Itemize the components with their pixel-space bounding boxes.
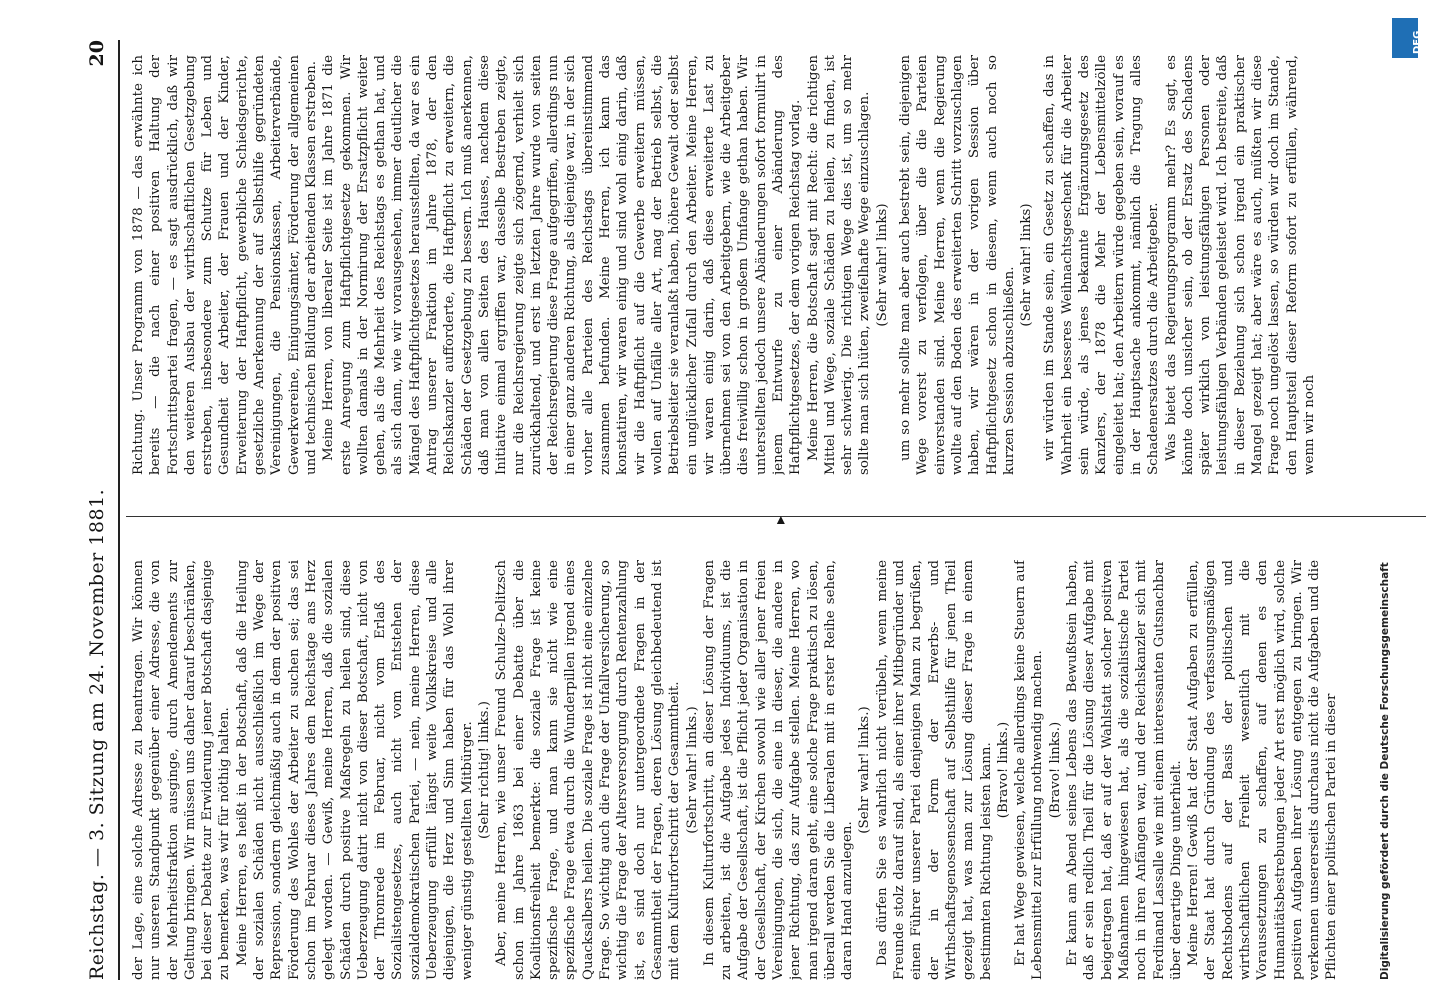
interjection: (Sehr wahr! links): [874, 203, 890, 327]
paragraph: Meine Herren, die Botschaft sagt mit Recht: die richtigen Mittel und Wege, soziale Schäden zu heilen, zu finden, ist sehr schwierig. Die richtigen Wege dies ist, um so mehr sollte man sich hüten, zweifelhafte Wege einzuschlagen.: [805, 55, 873, 475]
interjection: (Sehr wahr! links.): [857, 706, 873, 834]
rotated-page: [82, 40, 1432, 980]
interjection: (Bravo! links.): [995, 721, 1011, 819]
paragraph: Was bietet das Regierungsprogramm mehr? Es sagt, es könnte doch unsicher sein, ob der Ersatz des Schadens später wirklich von leistungsfähigen Personen oder leistungsfähigen Verbänden geleistet wird. Ich bestreite, daß in dieser Beziehung sich schon irgend ein praktischer Mangel gezeigt hat; aber wäre es auch, müßten wir diese Frage noch ungelöst lassen, so würden wir doch im Stande, den Hauptsteil dieser Reform sofort zu erfüllen, während, wenn wir noch: [1163, 55, 1317, 475]
interjection: (Bravo! links.): [1047, 721, 1063, 819]
left-column: [130, 560, 1420, 980]
dfg-logo-text: DFG: [1412, 30, 1423, 54]
paragraph: wir würden im Stande sein, ein Gesetz zu schaffen, das in Wahrheit ein besseres Weihnachtsgeschenk für die Arbeiter sein würde, als jenes bekannte Ergänzungsgesetz des Kanzlers, der 1878 die Mehr der Lebensmittelzölle eingeleitet hat; den Arbeitern würde gegeben sein, worauf es in der Hauptsache ankommt, nämlich die Tragung alles Schadenersatzes durch die Arbeitgeber.: [1042, 55, 1162, 475]
digitization-notice: Digitalisierung gefördert durch die Deutsche Forschungsgemeinschaft: [1379, 562, 1391, 980]
paragraph: Das dürfen Sie es wahrlich nicht verübeln, wenn meine Freunde stolz darauf sind, als einer ihrer Mitbegründer und einen Führer unserer Partei denjenigen Mann zu begrüßen, der in der Form der Erwerbs- und Wirthschaftsgenossenschaft auf Selbsthilfe für jenen Theil gezeigt hat, was man zur Lösung dieser Frage in einem bestimmten Richtung leisten kann.: [874, 560, 994, 980]
header-rule: [118, 40, 120, 980]
paragraph: um so mehr sollte man aber auch bestrebt sein, diejenigen Wege vorerst zu verfolgen, über die die Parteien einverstanden sind. Meine Herren, wenn die Regierung wollte auf den Boden des erweiterten Schritt vorzuschlagen haben, wir wären in der vorigen Session über Haftpflichtgesetz schon in diesem, wenn auch noch so kurzen Session abzuschließen.: [898, 55, 1017, 475]
page-header: [82, 40, 120, 980]
paragraph: In diesem Kulturfortschritt, an dieser Lösung der Fragen zu arbeiten, ist die Aufgabe jedes Individuums, ist die Aufgabe der Gesellschaft, ist die Pflicht jeder Organisation in der Gesellschaft, der Kirchen sowohl wie aller jener freien Vereinigungen, die sich, die eine in dieser, die andere in jener Richtung, das zur Aufgabe stellen. Meine Herren, wo man irgend daran geht, eine solche Frage praktisch zu lösen, überall werden Sie die Liberalen mit in erster Reihe sehen, daran Hand anzulegen.: [701, 560, 856, 980]
paragraph: Meine Herren! Gewiß hat der Staat Aufgaben zu erfüllen, der Staat hat durch Gründung des verfassungsmäßigen Rechtsbodens auf der Basis der politischen und wirthschaftlichen Freiheit wesentlich mit die Voraussetzungen zu schaffen, auf denen es den Humanitätsbestrebungen jeder Art erst möglich wird, solche positiven Aufgaben ihrer Lösung entgegen zu bringen. Wir verkennen unsererseits durchaus nicht die Aufgaben und die Pflichten einer politischen Partei in dieser: [1186, 560, 1340, 980]
paragraph: Er hat Wege gewiesen, welche allerdings keine Steuern auf Lebensmittel zur Erfüllung nothwendig machen.: [1013, 560, 1046, 980]
paragraph: Meine Herren, es heißt in der Botschaft, daß die Heilung der sozialen Schäden nicht ausschließlich im Wege der Repression, sondern gleichmäßig auch in dem der positiven Förderung des Wohles der Arbeiter zu suchen sei; das sei schon im Februar dieses Jahres dem Reichstage ans Herz gelegt worden. — Gewiß, meine Herren, daß die sozialen Schäden durch positive Maßregeln zu heilen sind, diese Ueberzeugung datirt nicht von dieser Botschaft, nicht von der Thronrede im Februar, nicht vom Erlaß des Sozialistengesetzes, auch nicht vom Entstehen der sozialdemokratischen Partei, — nein, meine Herren, diese Ueberzeugung erfüllt längst weite Volkskreise und alle diejenigen, die Herz und Sinn haben für das Wohl ihrer weniger günstig gestellten Mitbürger.: [234, 560, 475, 980]
paragraph: Aber, meine Herren, wie unser Freund Schulze-Delitzsch schon im Jahre 1863 bei einer Debatte über die Koalitionsfreiheit bemerkte: die soziale Frage ist keine spezifische Frage, und man kann sie nicht wie eine spezifische Frage etwa durch die Wunderpillen irgend eines Quacksalbers heilen. Die soziale Frage ist nicht eine einzelne Frage. So wichtig auch die Frage der Unfallversicherung, so wichtig die Frage der Altersversorgung durch Rentenzahlung ist, es sind doch nur untergeordnete Fragen in der Gesammtheit der Fragen, deren Lösung gleichbedeutend ist mit dem Kulturfortschritt der Gesammtheit.: [494, 560, 683, 980]
paragraph: der Lage, eine solche Adresse zu beantragen. Wir können nur unseren Standpunkt gegenüber einer Adresse, die von der Mehrheitsfraktion ausginge, durch Amendements zur Geltung bringen. Wir müssen uns daher darauf beschränken, bei dieser Debatte zur Erwiderung jener Botschaft dasjenige zu bemerken, was wir für nöthig halten.: [131, 560, 233, 980]
page-number: 20: [86, 40, 108, 67]
right-column: [130, 55, 1420, 475]
running-title: Reichstag. — 3. Sitzung am 24. November 1881.: [86, 488, 108, 980]
interjection: (Sehr wahr! links.): [684, 706, 700, 834]
dfg-logo-icon: [1392, 18, 1423, 58]
paragraph: Er kann am Abend seines Lebens das Bewußtsein haben, daß er sein redlich Theil für die Lösung dieser Aufgabe mit beigetragen hat, daß er auf der Wahlstatt solcher positiven Maßnahmen hingewiesen hat, als die sozialistische Partei noch in ihren Anfängen war, und der Reichskanzler sich mit Ferdinand Lassalle wie mit einem interessanten Gutsnachbar über derartige Dinge unterhielt.: [1065, 560, 1184, 980]
paragraph: Meine Herren, von liberaler Seite ist im Jahre 1871 die erste Anregung zum Haftpflichtgesetze gekommen. Wir wollten damals in der Normirung der Ersatzpflicht weiter gehen, als die Mehrheit des Reichstags es gethan hat, und als sich dann, wie wir vorausgesehen, immer deutlicher die Mängel des Haftpflichtgesetzes herausstellten, da war es ein Antrag unserer Fraktion im Jahre 1878, der den Reichskanzler aufforderte, die Haftpflicht zu erweitern, die Schäden der Gesetzgebung zu bessern. Ich muß anerkennen, daß man von allen Seiten des Hauses, nachdem diese Initiative einmal ergriffen war, dasselbe Bestreben zeigte, nur die Reichsregierung zeigte sich zögernd, verhielt sich zurückhaltend, und erst im letzten Jahre wurde von seiten der Reichsregierung diese Frage aufgegriffen, allerdings nun in einer ganz anderen Richtung, als diejenige war, in der sich vorher alle Parteien des Reichstags übereinstimmend zusammen befunden. Meine Herren, ich kann das konstatiren, wir waren einig und sind wohl einig darin, daß wir die Haftpflicht auf die Gewerbe erweitern müssen, wollen auf Unfälle aller Art, mag der Betrieb selbst, die Betriebsleiter sie veranlaßt haben, höhere Gewalt oder selbst ein unglücklicher Zufall durch den Arbeiter. Meine Herren, wir waren einig darin, daß diese erweiterte Last zu übernehmen sei von den Arbeitgebern, wie die Arbeitgeber dies freiwillig schon in großem Umfange gethan haben. Wir unterstellten jedoch unsere Abänderungen sofort formulirt in jenem Entwurfe zu einer Abänderung des Haftpflichtgesetzes, der dem vorigen Reichstag vorlag.: [321, 55, 804, 475]
paragraph: Richtung. Unser Programm von 1878 — das erwähnte ich bereits — die nach einer positiven Haltung der Fortschrittspartei fragen, — es sagt ausdrücklich, daß wir den weiteren Ausbau der wirthschaftlichen Gesetzgebung erstreben, insbesondere zum Schutze für Leben und Gesundheit der Arbeiter, der Frauen und der Kinder, Erweiterung der Haftpflicht, gewerbliche Schiedsgerichte, gesetzliche Anerkennung der auf Selbsthilfe gegründeten Vereinigungen, die Pensionskassen, Arbeiterverbände, Gewerkvereine, Einigungsämter, Förderung der allgemeinen und technischen Bildung der arbeitenden Klassen erstreben.: [131, 55, 319, 475]
interjection: (Sehr wahr! links): [1019, 203, 1035, 327]
interjection: (Sehr richtig! links.): [476, 701, 492, 839]
column-marker-arrow-icon: ▸: [770, 515, 789, 524]
